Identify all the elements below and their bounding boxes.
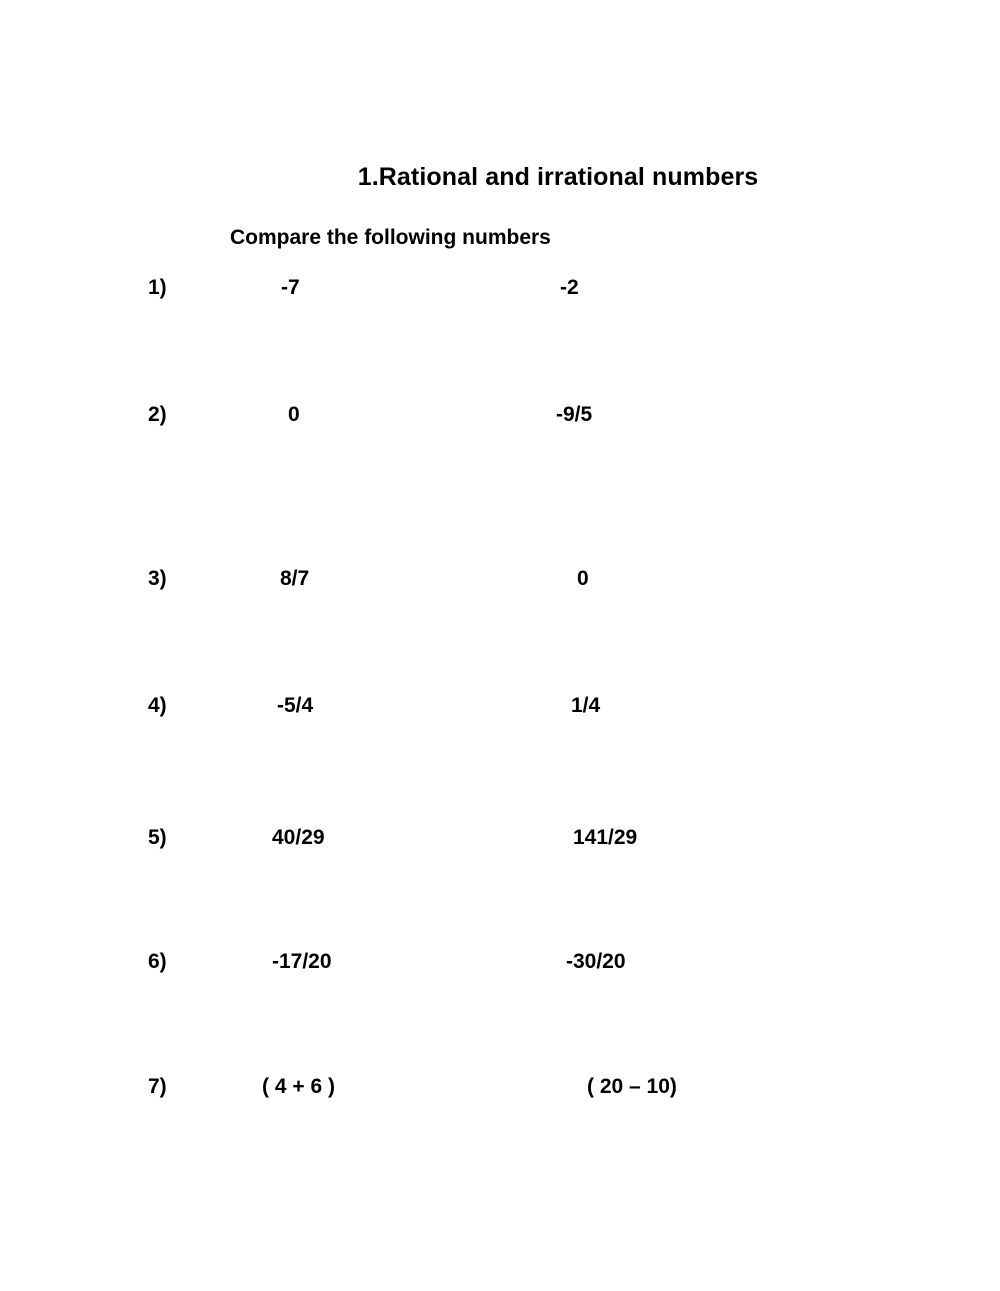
problem-right-value: 0 [577,567,589,590]
problem-right-value: -30/20 [566,950,626,973]
problem-right-value: -9/5 [556,403,593,426]
problem-left-value: 8/7 [280,567,310,590]
problem-row [0,567,1000,601]
problem-row [0,276,1000,310]
problem-row [0,826,1000,860]
problem-number: 1) [148,276,167,299]
problem-right-value: 141/29 [573,826,638,849]
problem-row [0,950,1000,984]
problem-number: 7) [148,1075,167,1098]
problem-number: 5) [148,826,167,849]
problem-left-value: -5/4 [277,694,314,717]
problem-row [0,694,1000,728]
problem-number: 4) [148,694,167,717]
problem-row [0,1075,1000,1109]
problem-number: 2) [148,403,167,426]
problem-right-value: -2 [560,276,579,299]
problem-row [0,403,1000,437]
problem-left-value: -7 [281,276,300,299]
instruction-text: Compare the following numbers [230,226,551,249]
page-title: 1.Rational and irrational numbers [357,163,759,191]
problem-number: 6) [148,950,167,973]
problem-left-value: ( 4 + 6 ) [262,1075,335,1098]
problem-right-value: 1/4 [571,694,601,717]
problem-number: 3) [148,567,167,590]
problem-right-value: ( 20 – 10) [587,1075,677,1098]
problem-left-value: 0 [288,403,300,426]
problem-left-value: -17/20 [272,950,332,973]
problem-left-value: 40/29 [272,826,325,849]
